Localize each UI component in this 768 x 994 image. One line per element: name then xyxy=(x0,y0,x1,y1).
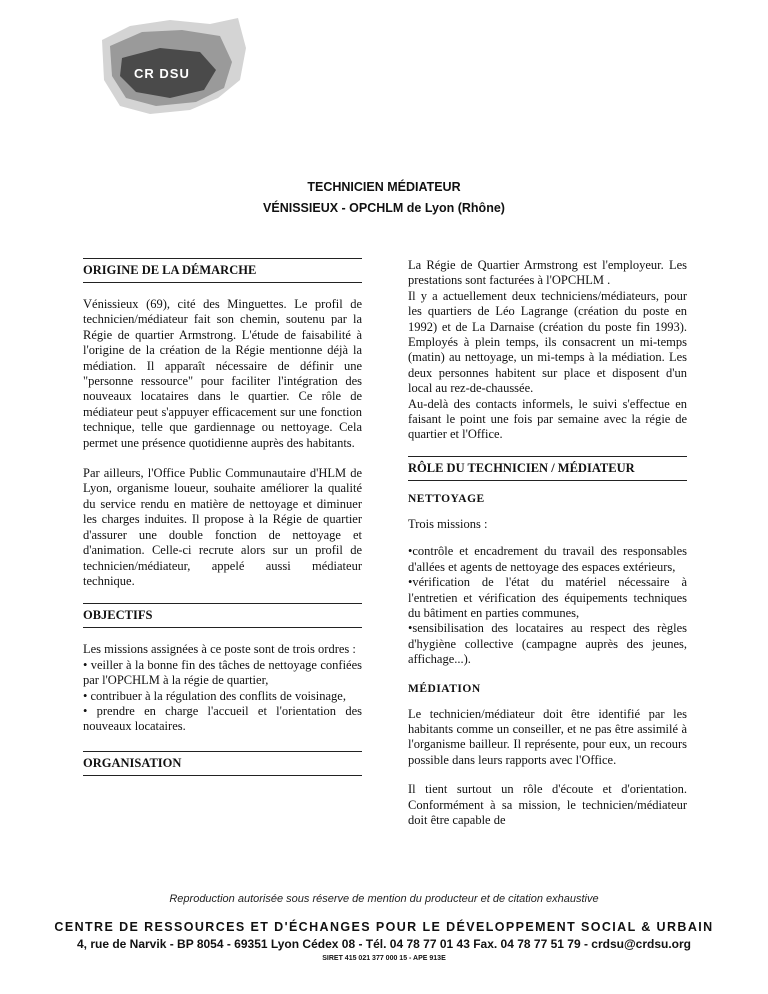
crdsu-logo xyxy=(100,18,248,118)
paragraph-origine-2: Par ailleurs, l'Office Public Communautaire d'HLM de Lyon, organisme loueur, souhaite améliorer la qualité du service rendu en matière de nettoyage et diminuer les charges induites. Il propose à la Régie de quartier d'assurer une double fonction de nettoyage et d'animation. Celle-ci recrute alors sur un profil de technicien/médiateur, appelé aussi médiateur technique. xyxy=(83,466,362,588)
objectifs-list xyxy=(83,658,362,735)
subheading-nettoyage: NETTOYAGE xyxy=(408,492,485,505)
page-title: TECHNICIEN MÉDIATEUR xyxy=(307,180,461,194)
section-heading-origine: ORIGINE DE LA DÉMARCHE xyxy=(83,258,362,283)
left-column xyxy=(83,258,362,776)
logo-text: CR DSU xyxy=(134,66,190,81)
paragraph-objectifs: Les missions assignées à ce poste sont de trois ordres : xyxy=(83,642,356,657)
paragraph-organisation-1: La Régie de Quartier Armstrong est l'employeur. Les prestations sont facturées à l'OPCHLM . xyxy=(408,258,687,288)
list-item: •contrôle et encadrement du travail des responsables d'allées et agents de nettoyage des espaces extérieurs, xyxy=(408,544,687,574)
list-item: • contribuer à la régulation des conflits de voisinage, xyxy=(83,688,346,703)
paragraph-mediation-2: Il tient surtout un rôle d'écoute et d'orientation. Conformément à sa mission, le technicien/médiateur doit être capable de xyxy=(408,782,687,827)
paragraph-organisation-2: Il y a actuellement deux techniciens/médiateurs, pour les quartiers de Léo Lagrange (création du poste en 1992) et de La Darnaise (création du poste fin 1993). Employés à plein temps, ils consacrent un mi-temps (matin) au nettoyage, un mi-temps à la médiation. Les deux personnes habitent sur place et disposent d'un local au rez-de-chaussée. xyxy=(408,288,687,396)
list-item: • prendre en charge l'accueil et l'orientation des nouveaux locataires. xyxy=(83,703,362,734)
paragraph-origine-1: Vénissieux (69), cité des Minguettes. Le profil de technicien/médiateur fait son chemin, soutenu par la Régie de quartier Armstrong. L'étude de faisabilité à l'origine de la création de la Régie mentionne déjà la médiation. Il apparaît nécessaire de définir une "personne ressource" pour faciliter l'intégration des nouveaux locataires dans le quartier. Ce rôle de médiateur peut s'appuyer efficacement sur une fonction technique, telle que gardiennage ou nettoyage. Cela permet une présence quotidienne auprès des habitants. xyxy=(83,297,362,450)
footer-siret: SIRET 415 021 377 000 15 - APE 913E xyxy=(322,955,446,962)
footer-address: 4, rue de Narvik - BP 8054 - 69351 Lyon Cédex 08 - Tél. 04 78 77 01 43 Fax. 04 78 77 51 79 - crdsu@crdsu.org xyxy=(76,937,692,951)
page-subtitle: VÉNISSIEUX - OPCHLM de Lyon (Rhône) xyxy=(263,201,505,215)
section-heading-objectifs: OBJECTIFS xyxy=(83,603,362,628)
paragraph-missions: Trois missions : xyxy=(408,516,488,531)
right-column xyxy=(408,258,687,828)
section-heading-role: RÔLE DU TECHNICIEN / MÉDIATEUR xyxy=(408,456,687,481)
paragraph-mediation-1: Le technicien/médiateur doit être identifié par les habitants comme un conseiller, et ne pas être assimilé à l'organisme bailleur. Il représente, pour eux, un recours possible dans leurs rapports avec l'Office. xyxy=(408,706,687,767)
reproduction-note: Reproduction autorisée sous réserve de mention du producteur et de citation exhaustive xyxy=(169,893,599,905)
list-item: •sensibilisation des locataires au respect des règles d'hygiène collective (campagne auprès des jeunes, affichage...). xyxy=(408,621,687,667)
list-item: • veiller à la bonne fin des tâches de nettoyage confiées par l'OPCHLM à la régie de quartier, xyxy=(83,657,362,688)
missions-list xyxy=(408,544,687,667)
section-heading-organisation: ORGANISATION xyxy=(83,751,362,776)
paragraph-organisation-3: Au-delà des contacts informels, le suivi s'effectue en faisant le point une fois par semaine avec la régie de quartier et l'Office. xyxy=(408,396,687,442)
list-item: •vérification de l'état du matériel nécessaire à l'entretien et vérification des équipements techniques du bâtiment en parties communes, xyxy=(408,575,687,620)
footer-organization: CENTRE DE RESSOURCES ET D'ÉCHANGES POUR LE DÉVELOPPEMENT SOCIAL & URBAIN xyxy=(54,920,714,934)
subheading-mediation: MÉDIATION xyxy=(408,682,481,695)
